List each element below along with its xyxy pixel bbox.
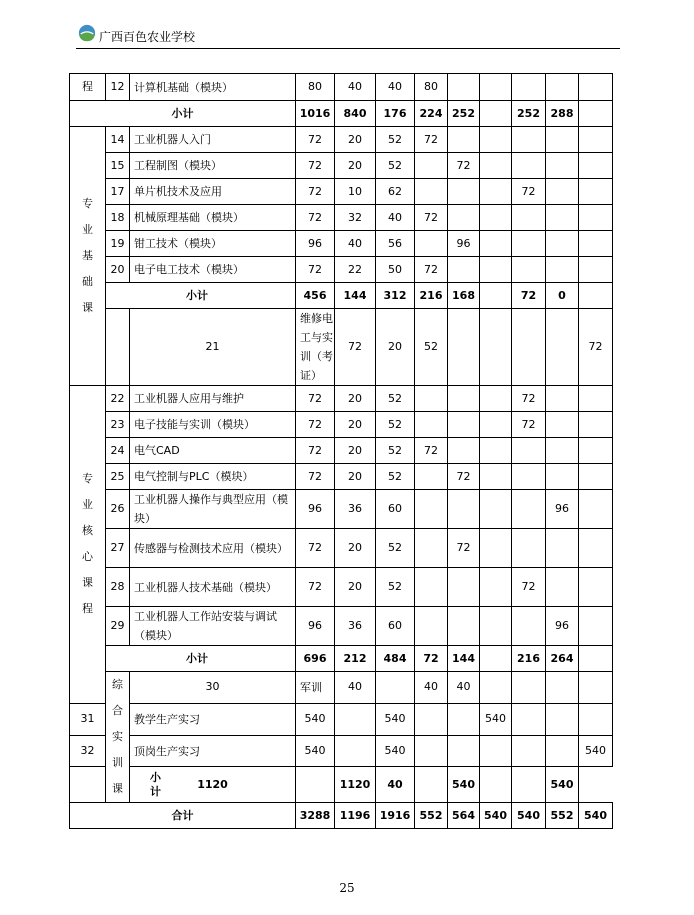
hours-cell: 52 xyxy=(376,127,415,153)
category-cell xyxy=(70,74,106,101)
course-name: 顶岗生产实习 xyxy=(130,735,296,767)
hours-cell xyxy=(546,309,579,386)
hours-cell xyxy=(546,205,579,231)
hours-cell: 72 xyxy=(415,438,448,464)
hours-cell: 60 xyxy=(376,607,415,646)
hours-cell xyxy=(480,179,512,205)
course-name: 工程制图（模块） xyxy=(130,153,296,179)
course-number: 14 xyxy=(106,127,130,153)
hours-cell: 72 xyxy=(296,568,335,607)
hours-cell: 72 xyxy=(296,386,335,412)
hours-cell: 552 xyxy=(546,803,579,829)
course-name: 传感器与检测技术应用（模块） xyxy=(130,529,296,568)
course-name: 军训 xyxy=(296,672,335,704)
hours-cell xyxy=(512,257,546,283)
hours-cell xyxy=(415,735,448,767)
hours-cell: 696 xyxy=(296,646,335,672)
hours-cell xyxy=(512,490,546,529)
hours-cell xyxy=(512,672,546,704)
hours-cell: 1916 xyxy=(376,803,415,829)
hours-cell xyxy=(480,101,512,127)
hours-cell xyxy=(448,490,480,529)
category-label: 程 xyxy=(82,80,93,93)
hours-cell: 72 xyxy=(512,568,546,607)
course-number: 17 xyxy=(106,179,130,205)
hours-cell: 52 xyxy=(376,412,415,438)
hours-cell: 540 xyxy=(376,735,415,767)
course-number: 23 xyxy=(106,412,130,438)
hours-cell xyxy=(579,464,613,490)
hours-cell xyxy=(579,438,613,464)
hours-cell: 552 xyxy=(415,803,448,829)
hours-cell: 1016 xyxy=(296,101,335,127)
hours-cell xyxy=(480,74,512,101)
hours-cell xyxy=(579,646,613,672)
hours-cell xyxy=(546,412,579,438)
hours-cell: 96 xyxy=(296,607,335,646)
hours-cell xyxy=(579,568,613,607)
hours-cell xyxy=(512,767,546,803)
hours-cell xyxy=(480,283,512,309)
hours-cell: 72 xyxy=(335,309,376,386)
course-number: 32 xyxy=(70,735,106,767)
course-number: 31 xyxy=(70,703,106,735)
hours-cell xyxy=(480,735,512,767)
hours-cell xyxy=(480,231,512,257)
hours-cell: 40 xyxy=(448,672,480,704)
hours-cell: 72 xyxy=(415,646,448,672)
hours-cell xyxy=(480,490,512,529)
hours-cell: 72 xyxy=(415,205,448,231)
hours-cell xyxy=(579,412,613,438)
table-row xyxy=(70,607,613,646)
hours-cell: 20 xyxy=(335,412,376,438)
school-name: 广西百色农业学校 xyxy=(99,30,196,44)
course-name: 电子电工技术（模块） xyxy=(130,257,296,283)
hours-cell: 20 xyxy=(335,386,376,412)
course-name: 电气CAD xyxy=(130,438,296,464)
hours-cell: 1196 xyxy=(335,803,376,829)
hours-cell xyxy=(480,438,512,464)
hours-cell: 32 xyxy=(335,205,376,231)
course-number: 27 xyxy=(106,529,130,568)
hours-cell xyxy=(480,309,512,386)
hours-cell: 52 xyxy=(415,309,448,386)
table-row xyxy=(70,490,613,529)
hours-cell: 40 xyxy=(335,74,376,101)
hours-cell xyxy=(415,529,448,568)
subtotal-row xyxy=(70,767,613,803)
hours-cell xyxy=(546,257,579,283)
hours-cell xyxy=(546,568,579,607)
hours-cell: 52 xyxy=(376,438,415,464)
hours-cell xyxy=(512,703,546,735)
hours-cell: 216 xyxy=(415,283,448,309)
subtotal-row xyxy=(70,803,613,829)
hours-cell xyxy=(579,179,613,205)
hours-cell: 264 xyxy=(546,646,579,672)
hours-cell xyxy=(480,672,512,704)
hours-cell: 144 xyxy=(448,646,480,672)
hours-cell: 212 xyxy=(335,646,376,672)
hours-cell: 36 xyxy=(335,607,376,646)
hours-cell: 72 xyxy=(296,257,335,283)
hours-cell: 72 xyxy=(296,438,335,464)
hours-cell: 72 xyxy=(448,464,480,490)
hours-cell xyxy=(480,568,512,607)
hours-cell xyxy=(480,607,512,646)
hours-cell: 252 xyxy=(448,101,480,127)
table-row xyxy=(70,438,613,464)
hours-cell: 72 xyxy=(296,179,335,205)
hours-cell xyxy=(448,179,480,205)
course-number: 18 xyxy=(106,205,130,231)
hours-cell xyxy=(480,646,512,672)
hours-cell: 20 xyxy=(335,153,376,179)
hours-cell xyxy=(546,386,579,412)
hours-cell xyxy=(448,568,480,607)
course-name: 计算机基础（模块） xyxy=(130,74,296,101)
table-row xyxy=(70,735,613,767)
subtotal-label: 小计 xyxy=(70,101,296,127)
hours-cell xyxy=(415,153,448,179)
hours-cell xyxy=(415,231,448,257)
hours-cell xyxy=(415,607,448,646)
hours-cell xyxy=(579,153,613,179)
hours-cell xyxy=(579,529,613,568)
hours-cell: 840 xyxy=(335,101,376,127)
hours-cell xyxy=(579,205,613,231)
hours-cell xyxy=(546,153,579,179)
table-row xyxy=(70,529,613,568)
hours-cell xyxy=(512,153,546,179)
course-name: 机械原理基础（模块） xyxy=(130,205,296,231)
course-name: 教学生产实习 xyxy=(130,703,296,735)
hours-cell xyxy=(579,490,613,529)
hours-cell: 20 xyxy=(335,568,376,607)
hours-cell xyxy=(512,607,546,646)
hours-cell xyxy=(546,735,579,767)
table-row xyxy=(70,568,613,607)
hours-cell: 52 xyxy=(376,529,415,568)
hours-cell: 36 xyxy=(335,490,376,529)
hours-cell: 1120 xyxy=(335,767,376,803)
hours-cell xyxy=(480,386,512,412)
hours-cell xyxy=(448,74,480,101)
course-name: 工业机器人操作与典型应用（模块） xyxy=(130,490,296,529)
hours-cell xyxy=(480,529,512,568)
hours-cell xyxy=(579,283,613,309)
subtotal-label: 小计 xyxy=(70,767,130,803)
hours-cell: 20 xyxy=(335,438,376,464)
hours-cell: 20 xyxy=(335,529,376,568)
hours-cell xyxy=(448,607,480,646)
hours-cell: 72 xyxy=(415,257,448,283)
course-name: 维修电工与实训（考证） xyxy=(296,309,335,386)
hours-cell: 484 xyxy=(376,646,415,672)
hours-cell xyxy=(546,127,579,153)
hours-cell: 216 xyxy=(512,646,546,672)
hours-cell xyxy=(448,412,480,438)
hours-cell: 540 xyxy=(296,735,335,767)
hours-cell: 540 xyxy=(579,803,613,829)
hours-cell xyxy=(448,205,480,231)
hours-cell: 52 xyxy=(376,464,415,490)
course-name: 单片机技术及应用 xyxy=(130,179,296,205)
hours-cell xyxy=(448,257,480,283)
category-cell xyxy=(70,386,106,704)
hours-cell xyxy=(415,386,448,412)
hours-cell xyxy=(512,438,546,464)
hours-cell: 540 xyxy=(512,803,546,829)
hours-cell xyxy=(512,464,546,490)
hours-cell: 96 xyxy=(546,607,579,646)
hours-cell xyxy=(448,735,480,767)
hours-cell xyxy=(512,735,546,767)
course-number: 28 xyxy=(106,568,130,607)
subtotal-label: 合计 xyxy=(70,803,296,829)
course-name: 工业机器人工作站安装与调试（模块） xyxy=(130,607,296,646)
category-cell xyxy=(106,309,130,386)
hours-cell: 456 xyxy=(296,283,335,309)
hours-cell: 96 xyxy=(296,490,335,529)
table-row xyxy=(70,464,613,490)
page-header xyxy=(76,22,620,49)
table-row xyxy=(70,412,613,438)
hours-cell: 96 xyxy=(296,231,335,257)
subtotal-row xyxy=(70,101,613,127)
table-row xyxy=(70,205,613,231)
hours-cell: 40 xyxy=(415,672,448,704)
hours-cell: 60 xyxy=(376,490,415,529)
hours-cell: 20 xyxy=(376,309,415,386)
hours-cell: 72 xyxy=(296,205,335,231)
hours-cell xyxy=(546,74,579,101)
page-number: 25 xyxy=(339,881,355,895)
hours-cell: 252 xyxy=(512,101,546,127)
category-label: 专 业 核 心 课 程 xyxy=(82,472,93,616)
hours-cell: 540 xyxy=(546,767,579,803)
hours-cell xyxy=(415,568,448,607)
table-row xyxy=(70,386,613,412)
course-name: 电气控制与PLC（模块） xyxy=(130,464,296,490)
course-number: 15 xyxy=(106,153,130,179)
table-row xyxy=(70,231,613,257)
hours-cell: 540 xyxy=(480,703,512,735)
hours-cell: 540 xyxy=(296,703,335,735)
hours-cell: 40 xyxy=(335,231,376,257)
hours-cell xyxy=(579,703,613,735)
hours-cell xyxy=(512,309,546,386)
category-label: 综 合 实 训 课 xyxy=(112,678,123,795)
hours-cell: 56 xyxy=(376,231,415,257)
hours-cell: 288 xyxy=(546,101,579,127)
hours-cell xyxy=(579,74,613,101)
hours-cell xyxy=(579,386,613,412)
hours-cell xyxy=(448,127,480,153)
hours-cell xyxy=(512,205,546,231)
course-name: 工业机器人入门 xyxy=(130,127,296,153)
hours-cell: 40 xyxy=(376,74,415,101)
hours-cell: 62 xyxy=(376,179,415,205)
table-row xyxy=(70,672,613,704)
hours-cell xyxy=(579,672,613,704)
hours-cell: 52 xyxy=(376,386,415,412)
category-label: 专 业 基 础 课 xyxy=(82,197,93,314)
hours-cell xyxy=(415,464,448,490)
hours-cell xyxy=(448,703,480,735)
hours-cell: 52 xyxy=(376,568,415,607)
hours-cell xyxy=(579,607,613,646)
hours-cell xyxy=(480,412,512,438)
hours-cell: 72 xyxy=(512,386,546,412)
hours-cell xyxy=(546,231,579,257)
hours-cell xyxy=(415,490,448,529)
course-schedule-table xyxy=(69,73,613,829)
course-number: 30 xyxy=(130,672,296,704)
hours-cell xyxy=(376,672,415,704)
hours-cell xyxy=(480,464,512,490)
hours-cell xyxy=(579,101,613,127)
course-number: 25 xyxy=(106,464,130,490)
hours-cell xyxy=(579,127,613,153)
subtotal-label: 小计 xyxy=(106,646,296,672)
hours-cell: 540 xyxy=(480,803,512,829)
hours-cell: 540 xyxy=(579,735,613,767)
hours-cell xyxy=(480,205,512,231)
hours-cell: 80 xyxy=(296,74,335,101)
hours-cell: 80 xyxy=(415,74,448,101)
course-number: 29 xyxy=(106,607,130,646)
table-row xyxy=(70,153,613,179)
hours-cell xyxy=(335,735,376,767)
hours-cell: 96 xyxy=(448,231,480,257)
hours-cell: 312 xyxy=(376,283,415,309)
hours-cell xyxy=(415,767,448,803)
school-logo-icon xyxy=(78,24,96,42)
hours-cell xyxy=(415,179,448,205)
hours-cell xyxy=(512,231,546,257)
hours-cell xyxy=(546,703,579,735)
course-number: 22 xyxy=(106,386,130,412)
category-cell xyxy=(70,127,106,386)
hours-cell: 72 xyxy=(296,153,335,179)
hours-cell: 20 xyxy=(335,464,376,490)
hours-cell: 3288 xyxy=(296,803,335,829)
hours-cell: 72 xyxy=(448,529,480,568)
hours-cell: 72 xyxy=(579,309,613,386)
hours-cell: 0 xyxy=(546,283,579,309)
hours-cell xyxy=(579,257,613,283)
hours-cell xyxy=(579,231,613,257)
hours-cell: 10 xyxy=(335,179,376,205)
hours-cell xyxy=(546,529,579,568)
table-row xyxy=(70,127,613,153)
hours-cell xyxy=(546,438,579,464)
hours-cell: 72 xyxy=(512,283,546,309)
hours-cell: 52 xyxy=(376,153,415,179)
hours-cell: 40 xyxy=(335,672,376,704)
hours-cell xyxy=(448,438,480,464)
table-row xyxy=(70,309,613,386)
hours-cell: 564 xyxy=(448,803,480,829)
hours-cell xyxy=(480,767,512,803)
hours-cell xyxy=(546,464,579,490)
hours-cell: 540 xyxy=(376,703,415,735)
hours-cell: 72 xyxy=(296,412,335,438)
subtotal-label: 小计 xyxy=(106,283,296,309)
hours-cell: 40 xyxy=(376,205,415,231)
hours-cell: 96 xyxy=(546,490,579,529)
table-row xyxy=(70,74,613,101)
hours-cell xyxy=(296,767,335,803)
hours-cell xyxy=(448,386,480,412)
hours-cell xyxy=(512,127,546,153)
table-row xyxy=(70,703,613,735)
table-row xyxy=(70,257,613,283)
hours-cell: 40 xyxy=(376,767,415,803)
hours-cell xyxy=(512,74,546,101)
hours-cell: 72 xyxy=(296,529,335,568)
hours-cell: 50 xyxy=(376,257,415,283)
hours-cell: 1120 xyxy=(130,767,296,803)
hours-cell: 176 xyxy=(376,101,415,127)
hours-cell xyxy=(415,703,448,735)
hours-cell: 72 xyxy=(512,412,546,438)
course-number: 24 xyxy=(106,438,130,464)
course-number: 26 xyxy=(106,490,130,529)
hours-cell: 144 xyxy=(335,283,376,309)
hours-cell xyxy=(480,153,512,179)
table-row xyxy=(70,179,613,205)
course-name: 工业机器人应用与维护 xyxy=(130,386,296,412)
subtotal-row xyxy=(70,283,613,309)
hours-cell: 20 xyxy=(335,127,376,153)
course-name: 电子技能与实训（模块） xyxy=(130,412,296,438)
hours-cell: 72 xyxy=(296,127,335,153)
course-number: 20 xyxy=(106,257,130,283)
course-number: 12 xyxy=(106,74,130,101)
hours-cell: 72 xyxy=(415,127,448,153)
hours-cell: 72 xyxy=(296,464,335,490)
hours-cell xyxy=(448,309,480,386)
hours-cell: 72 xyxy=(448,153,480,179)
hours-cell xyxy=(415,412,448,438)
course-name: 钳工技术（模块） xyxy=(130,231,296,257)
subtotal-row xyxy=(70,646,613,672)
hours-cell xyxy=(480,127,512,153)
course-number: 19 xyxy=(106,231,130,257)
hours-cell xyxy=(480,257,512,283)
hours-cell: 168 xyxy=(448,283,480,309)
hours-cell: 224 xyxy=(415,101,448,127)
hours-cell xyxy=(335,703,376,735)
hours-cell: 72 xyxy=(512,179,546,205)
hours-cell: 22 xyxy=(335,257,376,283)
hours-cell xyxy=(546,672,579,704)
course-name: 工业机器人技术基础（模块） xyxy=(130,568,296,607)
hours-cell: 540 xyxy=(448,767,480,803)
hours-cell xyxy=(546,179,579,205)
course-number: 21 xyxy=(130,309,296,386)
hours-cell xyxy=(512,529,546,568)
